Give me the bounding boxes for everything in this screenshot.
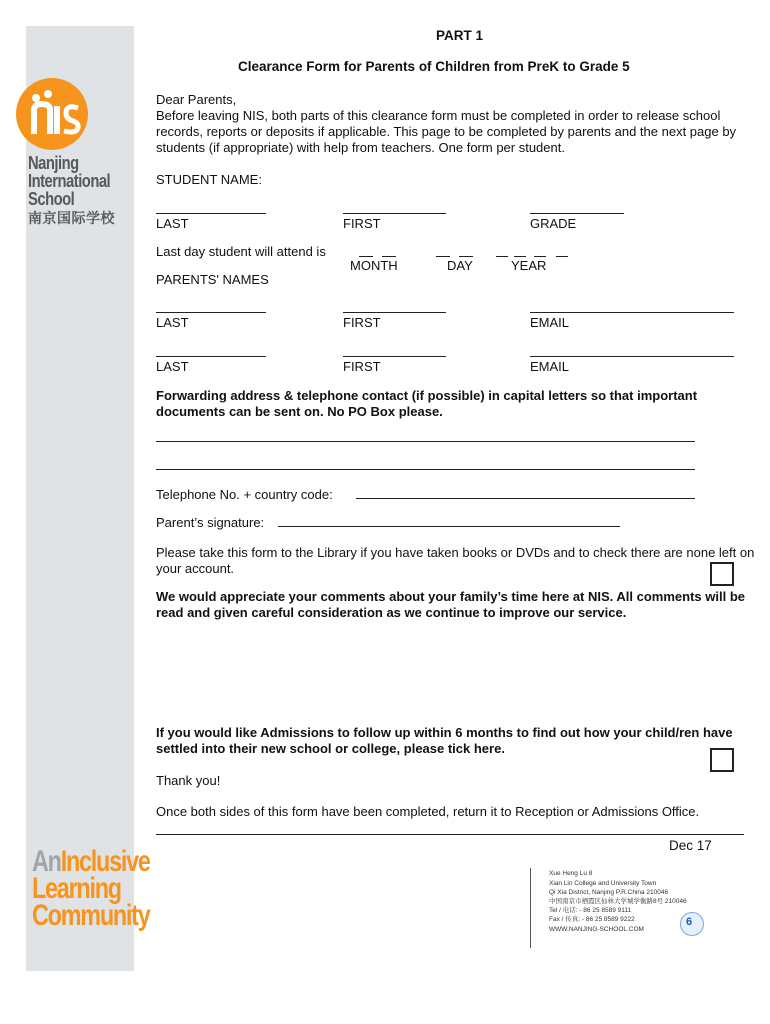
intro-paragraph: Before leaving NIS, both parts of this clearance form must be completed in order to release school records, reports or deposits if applicable. This page to be completed by parents and the next page by students (if appropriate) with help from teachers. One form per student. (156, 108, 737, 155)
school-name (28, 154, 113, 208)
student-first-label: FIRST (343, 216, 381, 231)
day-label: DAY (447, 258, 473, 273)
forwarding-instructions: Forwarding address & telephone contact (if possible) in capital letters so that important documents can be sent on. No PO Box please. (156, 388, 698, 419)
student-name-heading: STUDENT NAME: (156, 172, 262, 187)
forwarding-address-line-2[interactable] (156, 469, 695, 470)
signature-label: Parent’s signature: (156, 515, 265, 530)
year-digit-1[interactable] (496, 256, 508, 257)
parent2-first-label: FIRST (343, 359, 381, 374)
nis-logo-icon (16, 78, 88, 150)
website-link[interactable]: WWW.NANJING-SCHOOL.COM (549, 926, 644, 933)
student-last-line[interactable] (156, 213, 266, 214)
return-note: Once both sides of this form have been completed, return it to Reception or Admissions Office. (156, 804, 700, 819)
salutation: Dear Parents, (156, 92, 237, 107)
parents-names-heading: PARENTS' NAMES (156, 272, 269, 287)
admissions-checkbox[interactable] (710, 748, 734, 772)
telephone-input-line[interactable] (356, 498, 695, 499)
parent1-last-label: LAST (156, 315, 189, 330)
admissions-note: If you would like Admissions to follow up within 6 months to find out how your child/ren have settled into their new school or college, please tick here. (156, 725, 733, 756)
parent2-last-label: LAST (156, 359, 189, 374)
address-line-chinese: 中国南京市栖霞区仙林大学城学衡路8号 210046 (549, 898, 687, 905)
slogan-logo (32, 845, 150, 932)
telephone-line: Tel / 电话: - 86 25 8589 9111 (549, 907, 632, 914)
month-label: MONTH (350, 258, 398, 273)
form-date: Dec 17 (669, 838, 712, 853)
parent1-first-line[interactable] (343, 312, 446, 313)
last-day-label: Last day student will attend is (156, 244, 326, 259)
year-label: YEAR (511, 258, 547, 273)
comments-note: We would appreciate your comments about your family’s time here at NIS. All comments will be read and given careful consideration as we continue to improve our service. (156, 589, 745, 620)
day-digit-2[interactable] (459, 256, 473, 257)
slogan-inclusive: Inclusive (60, 845, 150, 878)
thank-you: Thank you! (156, 773, 221, 788)
address-line: Qi Xia District, Nanjing P.R.China 210046 (549, 889, 669, 896)
fax-line: Fax / 传真: - 86 25 8589 9222 (549, 916, 635, 923)
year-digit-3[interactable] (534, 256, 546, 257)
telephone-label: Telephone No. + country code: (156, 487, 333, 502)
parent1-email-line[interactable] (530, 312, 734, 313)
parent1-last-line[interactable] (156, 312, 266, 313)
student-grade-label: GRADE (530, 216, 577, 231)
part-heading: PART 1 (436, 28, 484, 43)
parent2-email-line[interactable] (530, 356, 734, 357)
school-name-line: School (28, 189, 75, 209)
parent2-last-line[interactable] (156, 356, 266, 357)
slogan-community: Community (32, 899, 150, 932)
slogan-an: An (32, 845, 61, 878)
parent1-first-label: FIRST (343, 315, 381, 330)
student-grade-line[interactable] (530, 213, 624, 214)
parent1-email-label: EMAIL (530, 315, 570, 330)
month-digit-1[interactable] (359, 256, 373, 257)
library-checkbox[interactable] (710, 562, 734, 586)
school-name-line: Nanjing (28, 153, 79, 173)
parent2-email-label: EMAIL (530, 359, 570, 374)
slogan-learning: Learning (32, 872, 121, 905)
parent2-first-line[interactable] (343, 356, 446, 357)
footer-divider (156, 834, 744, 835)
school-name-line: International (28, 171, 111, 191)
month-digit-2[interactable] (382, 256, 396, 257)
student-first-line[interactable] (343, 213, 446, 214)
school-name-chinese: 南京国际学校 (28, 210, 115, 226)
form-title: Clearance Form for Parents of Children from PreK to Grade 5 (238, 59, 630, 74)
address-line: Xian Lin College and University Town (549, 880, 657, 887)
forwarding-address-line-1[interactable] (156, 441, 695, 442)
signature-input-line[interactable] (278, 526, 620, 527)
year-digit-4[interactable] (556, 256, 568, 257)
day-digit-1[interactable] (436, 256, 450, 257)
library-note: Please take this form to the Library if you have taken books or DVDs and to check there are none left on your account. (156, 545, 755, 576)
year-digit-2[interactable] (514, 256, 526, 257)
address-divider (530, 868, 531, 948)
address-line: Xue Heng Lu 8 (549, 870, 593, 877)
accreditation-seal-icon: 6 (680, 912, 704, 936)
student-last-label: LAST (156, 216, 189, 231)
